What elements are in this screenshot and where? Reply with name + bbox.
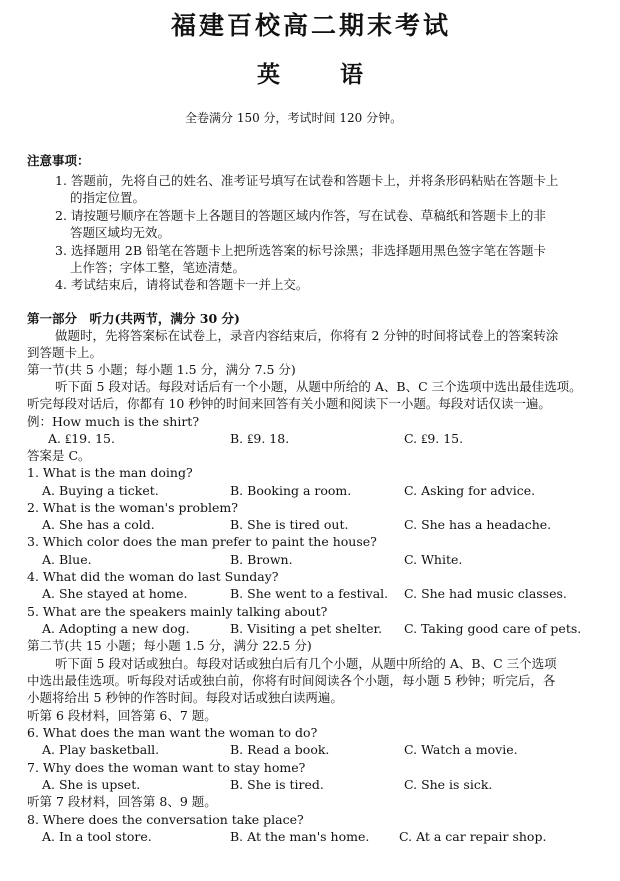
option-a: A. Buying a ticket.: [42, 483, 159, 498]
part1-heading: 第一部分 听力(共两节，满分 30 分): [27, 311, 240, 326]
option-a: A. She stayed at home.: [42, 586, 188, 601]
option-b: B. She is tired out.: [230, 517, 349, 532]
notes-line: 2. 请按题号顺序在答题卡上各题目的答题区域内作答，写在试卷、草稿纸和答题卡上的非: [55, 208, 546, 223]
option-b: B. Brown.: [230, 552, 293, 567]
section2-desc: 中选出最佳选项。听每段对话或独白前，你将有时间阅读各个小题，每小题 5 秒钟；听完后，各: [27, 673, 556, 688]
notes-line: 3. 选择题用 2B 铅笔在答题卡上把所选答案的标号涂黑；非选择题用黑色签字笔在答题卡: [55, 243, 546, 258]
option-c: C. At a car repair shop.: [399, 829, 547, 844]
section1-desc: 听下面 5 段对话。每段对话后有一个小题，从题中所给的 A、B、C 三个选项中选出最佳选项。: [55, 379, 582, 394]
option-b: B. Read a book.: [230, 742, 330, 757]
question-text: 4. What did the woman do last Sunday?: [27, 569, 279, 584]
material-note: 听第 7 段材料，回答第 8、9 题。: [27, 794, 217, 809]
notes-line: 答题区域均无效。: [70, 225, 171, 240]
option-a: A. She has a cold.: [42, 517, 155, 532]
question-text: 7. Why does the woman want to stay home?: [27, 760, 306, 775]
part1-intro: 做题时，先将答案标在试卷上，录音内容结束后，你将有 2 分钟的时间将试卷上的答案转涂: [55, 328, 559, 343]
option-a: A. She is upset.: [42, 777, 141, 792]
subject-char-right: 语: [340, 61, 363, 88]
option-c: C. She has a headache.: [404, 517, 552, 532]
option-a: A. Adopting a new dog.: [42, 621, 190, 636]
full-score-note: 全卷满分 150 分，考试时间 120 分钟。: [185, 111, 403, 125]
material-note: 听第 6 段材料，回答第 6、7 题。: [27, 708, 217, 723]
question-text: 5. What are the speakers mainly talking about?: [27, 604, 328, 619]
option-c: C. She is sick.: [404, 777, 493, 792]
example-option-c: C. ₤9. 15.: [404, 431, 464, 446]
subject-char-left: 英: [257, 61, 280, 88]
option-c: C. Asking for advice.: [404, 483, 536, 498]
example-question: 例：How much is the shirt?: [27, 414, 200, 429]
notes-line: 的指定位置。: [70, 190, 146, 205]
option-a: A. Blue.: [42, 552, 92, 567]
option-c: C. She had music classes.: [404, 586, 567, 601]
question-text: 6. What does the man want the woman to do?: [27, 725, 318, 740]
section2-desc: 小题将给出 5 秒钟的作答时间。每段对话或独白读两遍。: [27, 690, 343, 705]
notes-line: 上作答；字体工整，笔迹清楚。: [70, 260, 246, 275]
notes-line: 1. 答题前，先将自己的姓名、准考证号填写在试卷和答题卡上，并将条形码粘贴在答题卡上: [55, 173, 559, 188]
example-option-b: B. ₤9. 18.: [230, 431, 290, 446]
question-text: 3. Which color does the man prefer to paint the house?: [27, 534, 377, 549]
option-c: C. Taking good care of pets.: [404, 621, 582, 636]
option-c: C. White.: [404, 552, 463, 567]
option-b: B. Booking a room.: [230, 483, 352, 498]
notes-line: 4. 考试结束后，请将试卷和答题卡一并上交。: [55, 277, 309, 292]
option-a: A. In a tool store.: [42, 829, 152, 844]
notes-heading: 注意事项：: [27, 153, 90, 168]
question-text: 8. Where does the conversation take place?: [27, 812, 304, 827]
option-c: C. Watch a movie.: [404, 742, 518, 757]
section1-heading: 第一节(共 5 小题；每小题 1.5 分，满分 7.5 分): [27, 362, 296, 377]
section2-desc: 听下面 5 段对话或独白。每段对话或独白后有几个小题，从题中所给的 A、B、C 三个选项: [55, 656, 557, 671]
question-text: 1. What is the man doing?: [27, 465, 193, 480]
option-b: B. Visiting a pet shelter.: [230, 621, 383, 636]
option-b: B. At the man's home.: [230, 829, 370, 844]
example-option-a: A. ₤19. 15.: [48, 431, 115, 446]
part1-intro: 到答题卡上。: [27, 345, 103, 360]
option-b: B. She is tired.: [230, 777, 324, 792]
question-text: 2. What is the woman's problem?: [27, 500, 238, 515]
section2-heading: 第二节(共 15 小题；每小题 1.5 分，满分 22.5 分): [27, 638, 312, 653]
example-answer: 答案是 C。: [27, 448, 91, 463]
exam-title: 福建百校高二期末考试: [171, 11, 452, 40]
option-a: A. Play basketball.: [42, 742, 160, 757]
option-b: B. She went to a festival.: [230, 586, 389, 601]
section1-desc: 听完每段对话后，你都有 10 秒钟的时间来回答有关小题和阅读下一小题。每段对话仅读一遍。: [27, 396, 551, 411]
